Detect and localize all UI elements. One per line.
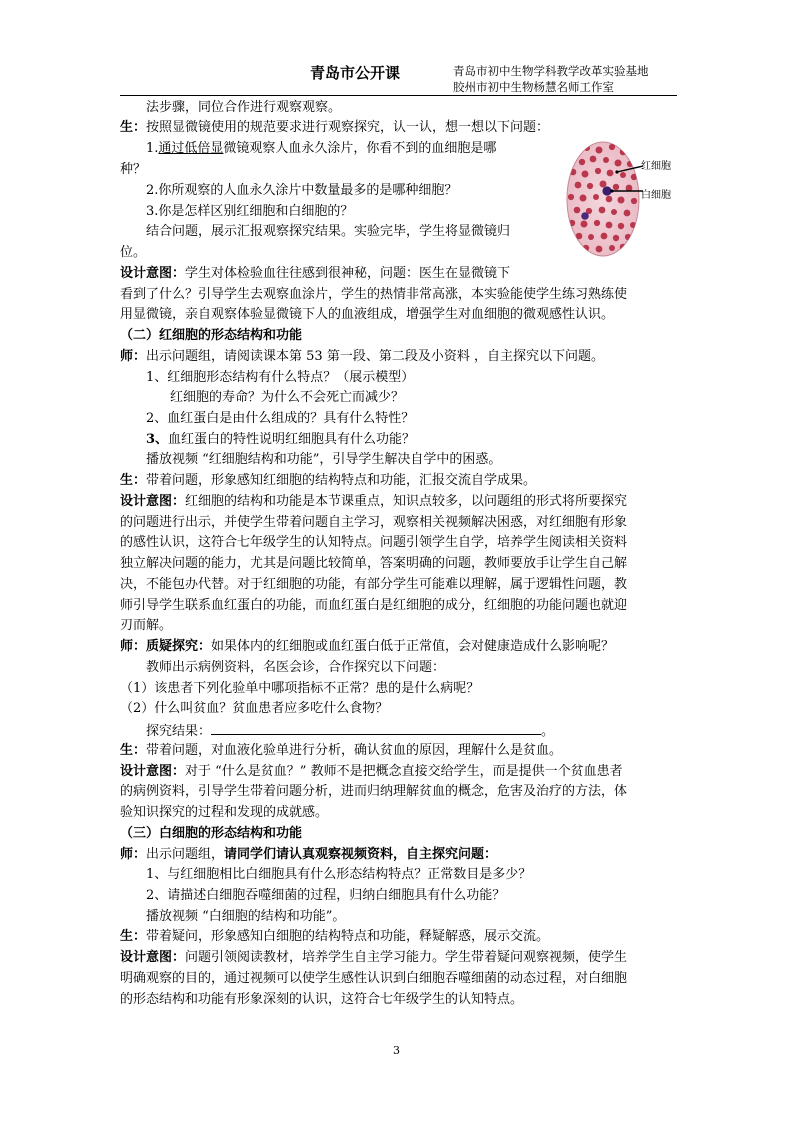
text-span: 问题引领阅读教材，培养学生自主学习能力。学生带着疑问观察视频，使学生: [185, 950, 628, 965]
speaker-tag: 师：: [120, 349, 147, 364]
text-line: [120, 950, 627, 966]
header-org-line-2: 胶州市初中生物杨慧名师工作室: [453, 80, 614, 94]
speaker-tag: 师：质疑探究：: [120, 639, 212, 654]
page-number: 3: [393, 1044, 400, 1057]
text-line: 播放视频 “白细胞的结构和功能”。: [146, 909, 346, 924]
speaker-tag: 生：: [120, 929, 147, 944]
speaker-tag: 生：: [120, 120, 147, 135]
text-line: 2.你所观察的人血永久涂片中数量最多的是哪种细胞？: [146, 183, 458, 198]
text-line: 2、请描述白细胞吞噬细菌的过程，归纳白细胞具有什么功能？: [146, 888, 506, 903]
text-span: 微镜观察人血永久涂片，你看不到的血细胞是哪: [223, 141, 497, 156]
text-line: [146, 722, 554, 740]
text-line: 3.你是怎样区别红细胞和白细胞的？: [146, 204, 354, 219]
text-span: 红细胞的结构和功能是本节课重点，知识点较多，以问题组的形式将所要探究: [185, 494, 628, 509]
text-line: [120, 473, 536, 489]
header-divider: [120, 95, 677, 96]
text-span: 探究结果：: [146, 724, 212, 739]
header-title: 青岛市公开课: [310, 64, 401, 82]
text-span: 学生对体检验血往往感到很神秘，问题：医生在显微镜下: [185, 266, 511, 281]
text-line: 验知识探究的过程和发现的成就感。: [120, 805, 329, 820]
text-span: 出示问题组，: [146, 847, 225, 862]
text-span: 如果体内的红细胞或血红蛋白低于正常值，会对健康造成什么影响呢？: [211, 639, 615, 654]
text-line: 的问题进行出示，并使学生带着问题自主学习，观察相关视频解决困惑，对红细胞有形象: [120, 515, 628, 530]
text-line: [120, 929, 549, 945]
design-intent-tag: 设计意图：: [120, 950, 186, 965]
figure-label-white-cell: 白细胞: [641, 190, 671, 201]
text-line: 红细胞的寿命？为什么不会死亡而减少？: [170, 390, 405, 405]
text-line: [120, 120, 549, 136]
text-span: 3、: [146, 432, 169, 447]
text-line: （2）什么叫贫血？贫血患者应多吃什么食物？: [120, 701, 389, 716]
text-line: 用显微镜，亲自观察体验显微镜下人的血液组成，增强学生对血细胞的微观感性认识。: [120, 307, 615, 322]
text-span: 1.: [146, 141, 159, 156]
text-line: [120, 639, 614, 655]
text-line: [120, 266, 510, 282]
section-heading: （三）白细胞的形态结构和功能: [120, 826, 303, 841]
underlined-text: 通过低倍显: [158, 141, 224, 156]
text-line: 独立解决问题的能力，尤其是问题比较简单，答案明确的问题，教师要放手让学生自己解: [120, 556, 628, 571]
text-span: 带着问题，形象感知红细胞的结构特点和功能，汇报交流自学成果。: [146, 473, 537, 488]
text-line: 的形态结构和功能有形象深刻的认识，这符合七年级学生的认知特点。: [120, 992, 524, 1007]
text-span: 血红蛋白的特性说明红细胞具有什么功能？: [168, 432, 416, 447]
text-line: [146, 141, 496, 157]
text-line: 刃而解。: [120, 618, 173, 633]
text-span: 对于 “什么是贫血？” 教师不是把概念直接交给学生，而是提供一个贫血患者: [185, 764, 623, 779]
speaker-tag: 生：: [120, 743, 147, 758]
design-intent-tag: 设计意图：: [120, 494, 186, 509]
text-line: 1、红细胞形态结构有什么特点？（展示模型）: [146, 370, 415, 385]
text-line: [120, 349, 604, 365]
text-line: 位。: [120, 245, 147, 260]
text-line: [120, 743, 562, 759]
design-intent-tag: 设计意图：: [120, 266, 186, 281]
text-span: 按照显微镜使用的规范要求进行观察探究，认一认，想一想以下问题：: [146, 120, 550, 135]
section-heading: （二）红细胞的形态结构和功能: [120, 328, 303, 343]
text-span: 请同学们请认真观察视频资料，自主探究问题：: [224, 847, 498, 862]
text-line: （1）该患者下列化验单中哪项指标不正常？患的是什么病呢？: [120, 681, 480, 696]
text-line: 法步骤，同位合作进行观察观察。: [146, 100, 342, 115]
text-line: 的病例资料，引导学生带着问题分析，进而归纳理解贫血的概念，危害及治疗的方法，体: [120, 784, 628, 799]
text-line: 2、血红蛋白是由什么组成的？具有什么特性？: [146, 411, 415, 426]
text-line: 明确观察的目的，通过视频可以使学生感性认识到白细胞吞噬细菌的动态过程，对白细胞: [120, 971, 628, 986]
text-line: 的感性认识，这符合七年级学生的认知特点。问题引领学生自学，培养学生阅读相关资料: [120, 535, 628, 550]
answer-blank: [211, 722, 541, 735]
header-org-line-1: 青岛市初中生物学科教学改革实验基地: [453, 64, 649, 78]
text-line: 1、与红细胞相比白细胞具有什么形态结构特点？正常数目是多少？: [146, 867, 532, 882]
text-line: [120, 494, 627, 510]
design-intent-tag: 设计意图：: [120, 764, 186, 779]
text-line: 教师出示病例资料，名医会诊，合作探究以下问题：: [146, 660, 446, 675]
text-line: [120, 764, 623, 780]
blood-smear-image: [563, 140, 643, 258]
text-line: 决，不能包办代替。对于红细胞的功能，有部分学生可能难以理解，属于逻辑性问题，教: [120, 577, 628, 592]
text-line: 播放视频 “红细胞结构和功能”，引导学生解决自学中的困惑。: [146, 452, 502, 467]
text-line: 师引导学生联系血红蛋白的功能，而血红蛋白是红细胞的成分，红细胞的功能问题也就迎: [120, 598, 628, 613]
text-span: 带着问题，对血液化验单进行分析，确认贫血的原因，理解什么是贫血。: [146, 743, 563, 758]
text-line: 看到了什么？引导学生去观察血涂片，学生的热情非常高涨，本实验能使学生练习熟练使: [120, 287, 628, 302]
text-span: 出示问题组，请阅读课本第 53 第一段、第二段及小资料 ，自主探究以下问题。: [146, 349, 604, 364]
text-line: 结合问题，展示汇报观察探究结果。实验完毕，学生将显微镜归: [146, 224, 511, 239]
text-line: [120, 847, 497, 863]
speaker-tag: 生：: [120, 473, 147, 488]
speaker-tag: 师：: [120, 847, 147, 862]
figure-label-red-cell: 红细胞: [641, 161, 671, 172]
text-line: [146, 432, 415, 448]
text-span: 带着疑问，形象感知白细胞的结构特点和功能，释疑解惑，展示交流。: [146, 929, 550, 944]
text-line: 种？: [120, 162, 147, 177]
text-span: 。: [541, 724, 555, 739]
